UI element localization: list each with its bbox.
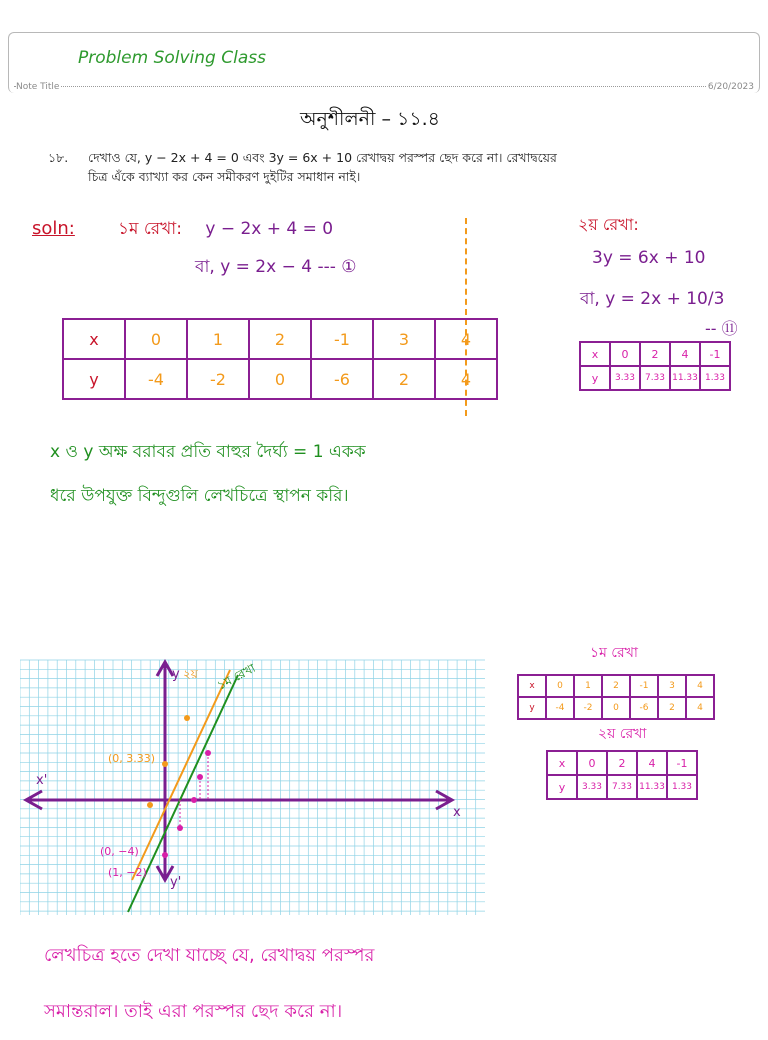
table-cell: y: [63, 359, 125, 399]
conclusion: [44, 928, 374, 1040]
side-caption-line2: ২য় রেখা: [598, 726, 647, 742]
conclusion-line-1: লেখচিত্র হতে দেখা যাচ্ছে যে, রেখাদ্বয় পরস্পর: [44, 945, 375, 966]
page-title: Problem Solving Class: [78, 48, 266, 68]
problem-line-1: দেখাও যে, y − 2x + 4 = 0 এবং 3y = 6x + 10 রেখাদ্বয় পরস্পর ছেদ করে না। রেখাদ্বয়ের: [88, 150, 557, 165]
table-cell: 2: [607, 751, 637, 775]
table-row: [547, 751, 697, 775]
table-row: [63, 359, 497, 399]
table-cell: 3: [373, 319, 435, 359]
table-cell: 4: [686, 675, 714, 697]
point-2-0: [191, 797, 197, 803]
table-cell: 3: [658, 675, 686, 697]
table-cell: -2: [187, 359, 249, 399]
table-cell: 4: [686, 697, 714, 719]
table-cell: -1: [311, 319, 373, 359]
table-cell: 7.33: [607, 775, 637, 799]
table-cell: x: [580, 342, 610, 366]
y-axis-label: y: [172, 667, 180, 682]
table-cell: 2: [602, 675, 630, 697]
table-cell: 3.33: [577, 775, 607, 799]
table-cell: -1: [667, 751, 697, 775]
mini-table-line1: [517, 674, 715, 720]
table-cell: 4: [670, 342, 700, 366]
table-row: [547, 775, 697, 799]
instruction-line-1: x ও y অক্ষ বরাবর প্রতি বাহুর দৈর্ঘ্য = 1 একক: [50, 442, 366, 462]
table-cell: 2: [249, 319, 311, 359]
point-label-b: (0, −4): [100, 845, 139, 858]
table-cell: y: [518, 697, 546, 719]
table-row: [580, 366, 730, 390]
table-cell: 4: [435, 359, 497, 399]
note-title-label: Note Title: [16, 82, 60, 92]
line2-label: ২য় রেখা:: [578, 215, 639, 234]
point-neg1-133: [147, 802, 153, 808]
table-cell: x: [518, 675, 546, 697]
table-line2: [579, 341, 731, 391]
table-cell: 0: [602, 697, 630, 719]
table-cell: x: [63, 319, 125, 359]
line1-eq: y − 2x + 4 = 0: [205, 219, 334, 239]
table-cell: x: [547, 751, 577, 775]
line1-alt-eq: বা, y = 2x − 4 --- ①: [195, 257, 357, 277]
line2-alt-eq: বা, y = 2x + 10/3: [580, 289, 725, 309]
table-cell: -6: [311, 359, 373, 399]
table-cell: 0: [546, 675, 574, 697]
exercise-heading: অনুশীলনী – ১১.৪: [300, 108, 441, 130]
table-cell: 0: [610, 342, 640, 366]
table-cell: 2: [658, 697, 686, 719]
problem-statement: [48, 148, 557, 186]
table-cell: -4: [546, 697, 574, 719]
line1-graph-label: ১ম রেখা: [214, 660, 258, 693]
problem-line-2: চিত্র এঁকে ব্যাখ্যা কর কেন সমীকরণ দুইটির সমাধান নাই।: [88, 169, 361, 184]
table-cell: -2: [574, 697, 602, 719]
instruction-line-2: ধরে উপযুক্ত বিন্দুগুলি লেখচিত্রে স্থাপন করি।: [50, 486, 349, 506]
table-cell: y: [580, 366, 610, 390]
table-cell: 0: [249, 359, 311, 399]
table-cell: 0: [577, 751, 607, 775]
table-cell: y: [547, 775, 577, 799]
line2-mark: -- ⑪: [705, 319, 738, 338]
table-cell: 4: [637, 751, 667, 775]
table-cell: 1.33: [700, 366, 730, 390]
table-cell: -1: [630, 675, 658, 697]
table-cell: 7.33: [640, 366, 670, 390]
table-row: [63, 319, 497, 359]
grid-lines: [20, 660, 485, 915]
line1-label: ১ম রেখা:: [118, 219, 182, 239]
table-cell: -6: [630, 697, 658, 719]
table-row: [518, 675, 714, 697]
table-cell: 4: [435, 319, 497, 359]
y-axis-neg-label: y': [170, 875, 182, 890]
table-cell: 1: [187, 319, 249, 359]
point-label-c: (1, −2): [108, 866, 147, 879]
graph-paper: [20, 650, 490, 920]
table-row: [580, 342, 730, 366]
x-axis-neg-label: x': [36, 773, 48, 788]
table-cell: 2: [373, 359, 435, 399]
table-cell: 3.33: [610, 366, 640, 390]
point-2-733: [184, 715, 190, 721]
point-0-333: [162, 761, 168, 767]
table-line1: [62, 318, 498, 400]
solution-label: soln:: [32, 218, 75, 239]
table-cell: 1.33: [667, 775, 697, 799]
problem-number: ১৮.: [48, 150, 69, 165]
line1-equation: [118, 216, 333, 244]
table-cell: 2: [640, 342, 670, 366]
table-cell: 11.33: [637, 775, 667, 799]
table-cell: 1: [574, 675, 602, 697]
table-cell: -1: [700, 342, 730, 366]
line2-eq: 3y = 6x + 10: [592, 248, 706, 268]
mini-table-line2: [546, 750, 698, 800]
table-cell: 0: [125, 319, 187, 359]
table-cell: 11.33: [670, 366, 700, 390]
note-date: 6/20/2023: [707, 82, 754, 92]
point-label-a: (0, 3.33): [108, 752, 156, 765]
x-axis-label: x: [453, 805, 461, 820]
side-caption-line1: ১ম রেখা: [590, 645, 638, 661]
plot-instruction: [50, 430, 366, 518]
note-title-divider: [14, 86, 754, 87]
table-cell: -4: [125, 359, 187, 399]
point-0-neg4: [162, 852, 168, 858]
line2-graph-label: ২য়: [183, 667, 198, 681]
table-row: [518, 697, 714, 719]
conclusion-line-2: সমান্তরাল। তাই এরা পরস্পর ছেদ করে না।: [44, 1001, 343, 1022]
